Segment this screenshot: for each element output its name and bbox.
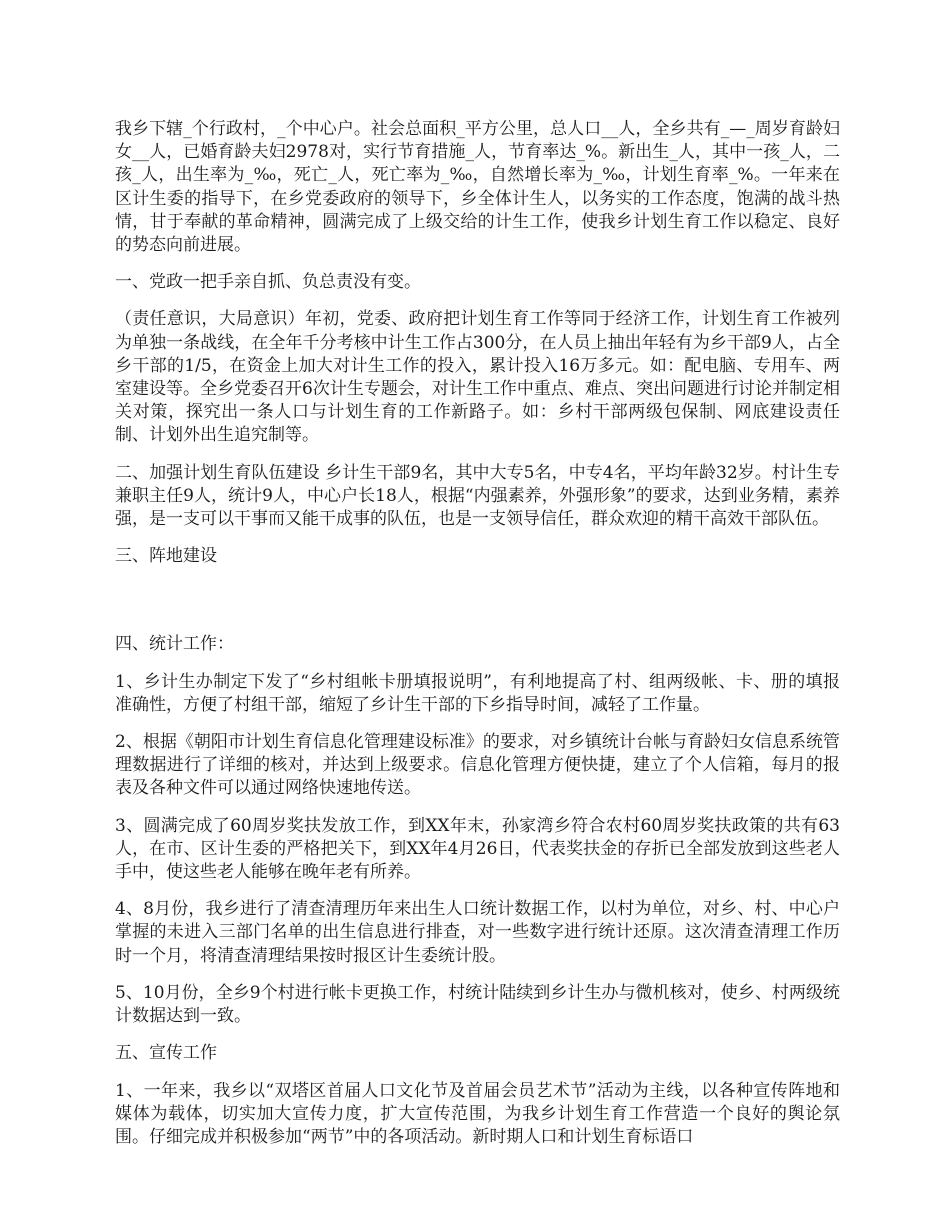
- section-1-paragraph: （责任意识，大局意识）年初，党委、政府把计划生育工作等同于经济工作，计划生育工作被列为单独一条战线，在全年千分考核中计生工作占300分，在人员上抽出年轻有为乡干部9人，占全乡干部的1/5，在资金上加大对计生工作的投入，累计投入16万多元。如：配电脑、专用车、两室建设等。全乡党委召开6次计生专题会，对计生工作中重点、难点、突出问题进行讨论并制定相关对策，探究出一条人口与计划生育的工作新路子。如：乡村干部两级包保制、网底建设责任制、计划外出生追究制等。: [115, 309, 840, 446]
- statistics-item-2: 2、根据《朝阳市计划生育信息化管理建设标准》的要求，对乡镇统计台帐与育龄妇女信息系统管理数据进行了详细的核对，并达到上级要求。信息化管理方便快捷，建立了个人信箱，每月的报表及各种文件可以通过网络快速地传送。: [115, 732, 840, 799]
- blank-space: [115, 582, 840, 633]
- statistics-item-1: 1、乡计生办制定下发了“乡村组帐卡册填报说明”，有利地提高了村、组两级帐、卡、册的填报准确性，方便了村组干部，缩短了乡计生干部的下乡指导时间，减轻了工作量。: [115, 671, 840, 715]
- section-2-paragraph: 二、加强计划生育队伍建设 乡计生干部9名，其中大专5名，中专4名，平均年龄32岁。村计生专兼职主任9人，统计9人，中心户长18人，根据“内强素养，外强形象”的要求，达到业务精，素养强，是一支可以干事而又能干成事的队伍，也是一支领导信任，群众欢迎的精干高效干部队伍。: [115, 462, 840, 530]
- statistics-item-4: 4、8月份，我乡进行了清查清理历年来出生人口统计数据工作，以村为单位，对乡、村、中心户掌握的未进入三部门名单的出生信息进行排查，对一些数字进行统计还原。这次清查清理工作历时一个月，将清查清理结果按时报区计生委统计股。: [115, 899, 840, 966]
- document-body: [115, 118, 840, 1163]
- publicity-item-1: 1、一年来，我乡以“双塔区首届人口文化节及首届会员艺术节”活动为主线，以各种宣传阵地和媒体为载体，切实加大宣传力度，扩大宣传范围，为我乡计划生育工作营造一个良好的舆论氛围。仔细完成并积极参加“两节”中的各项活动。新时期人口和计划生育标语口: [115, 1080, 840, 1147]
- statistics-item-3: 3、圆满完成了60周岁奖扶发放工作，到XX年末，孙家湾乡符合农村60周岁奖扶政策的共有63人，在市、区计生委的严格把关下，到XX年4月26日，代表奖扶金的存折已全部发放到这些老人手中，使这些老人能够在晚年老有所养。: [115, 815, 840, 883]
- statistics-item-5: 5、10月份，全乡9个村进行帐卡更换工作，村统计陆续到乡计生办与微机核对，使乡、村两级统计数据达到一致。: [115, 982, 840, 1027]
- section-heading-5: 五、宣传工作: [115, 1043, 217, 1064]
- section-heading-4: 四、统计工作：: [115, 634, 234, 655]
- intro-paragraph: 我乡下辖_个行政村，_个中心户。社会总面积_平方公里，总人口__人，全乡共有_—_周岁育龄妇女__人，已婚育龄夫妇2978对，实行节育措施_人，节育率达_%。新出生_人，其中一孩_人，二孩_人，出生率为_‰，死亡_人，死亡率为_‰，自然增长率为_‰，计划生育率_%。一年来在区计生委的指导下，在乡党委政府的领导下，乡全体计生人，以务实的工作态度，饱满的战斗热情，甘于奉献的革命精神，圆满完成了上级交给的计生工作，使我乡计划生育工作以稳定、良好的势态向前进展。: [115, 119, 840, 256]
- section-heading-1: 一、党政一把手亲自抓、负总责没有变。: [115, 272, 421, 293]
- section-heading-3: 三、阵地建设: [115, 546, 217, 567]
